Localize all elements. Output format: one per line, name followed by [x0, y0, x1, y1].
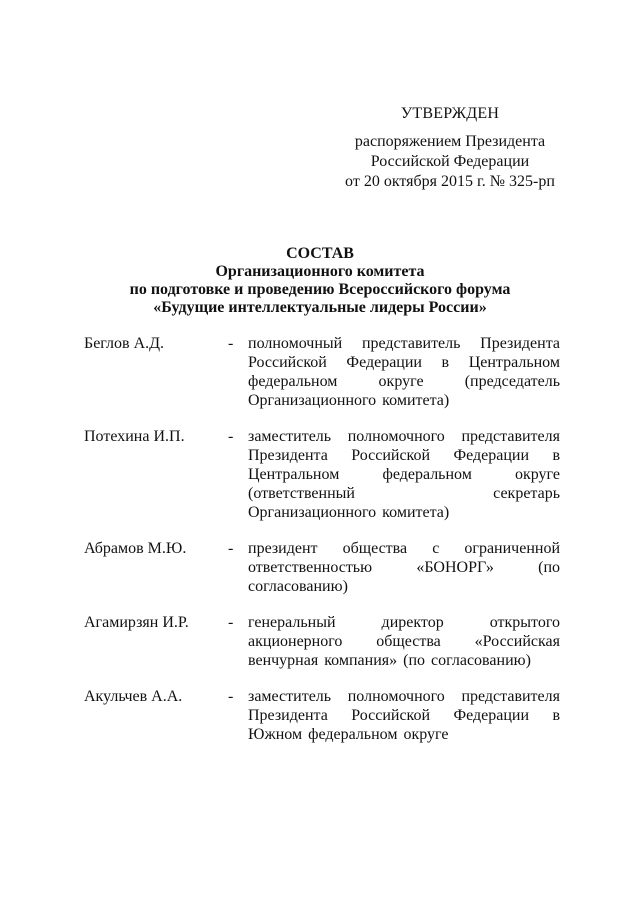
heading-line: Организационного комитета [215, 263, 425, 280]
heading-title: СОСТАВ [286, 245, 354, 262]
member-name: Акульчев А.А. [84, 688, 183, 705]
member-role: заместитель полномочного представителя Президента Российской Федерации в Центральном федеральном округе (ответственный секретарь Организационного комитета) [248, 428, 560, 521]
approval-line: распоряжением Президента [354, 133, 546, 150]
heading-line: по подготовке и проведению Всероссийского форума [129, 281, 511, 298]
member-row [84, 334, 560, 410]
member-dash: - [228, 540, 234, 557]
member-role: полномочный представитель Президента Российской Федерации в Центральном федеральном округе (председатель Организационного комитета) [248, 335, 560, 409]
member-row [84, 687, 560, 744]
member-dash: - [228, 428, 234, 445]
member-role: генеральный директор открытого акционерного общества «Российская венчурная компания» (по согласованию) [248, 614, 560, 669]
member-row [84, 613, 560, 670]
member-name: Беглов А.Д. [84, 335, 165, 352]
member-row [84, 427, 560, 522]
approval-date-line: от 20 октября 2015 г. № 325-рп [345, 173, 555, 190]
member-role: заместитель полномочного представителя Президента Российской Федерации в Южном федеральном округе [248, 688, 560, 743]
approved-title: УТВЕРЖДЕН [400, 105, 500, 122]
member-row [84, 539, 560, 596]
member-dash: - [228, 688, 234, 705]
member-role: президент общества с ограниченной ответственностью «БОНОРГ» (по согласованию) [248, 540, 560, 595]
heading-line: «Будущие интеллектуальные лидеры России» [153, 299, 487, 316]
approval-line: Российской Федерации [370, 153, 530, 170]
member-name: Абрамов М.Ю. [84, 540, 187, 557]
document-heading [60, 245, 580, 317]
member-dash: - [228, 614, 234, 631]
member-dash: - [228, 335, 234, 352]
member-name: Потехина И.П. [84, 428, 185, 445]
members-list [84, 334, 560, 761]
member-name: Агамирзян И.Р. [84, 614, 189, 631]
approval-block [318, 104, 582, 192]
